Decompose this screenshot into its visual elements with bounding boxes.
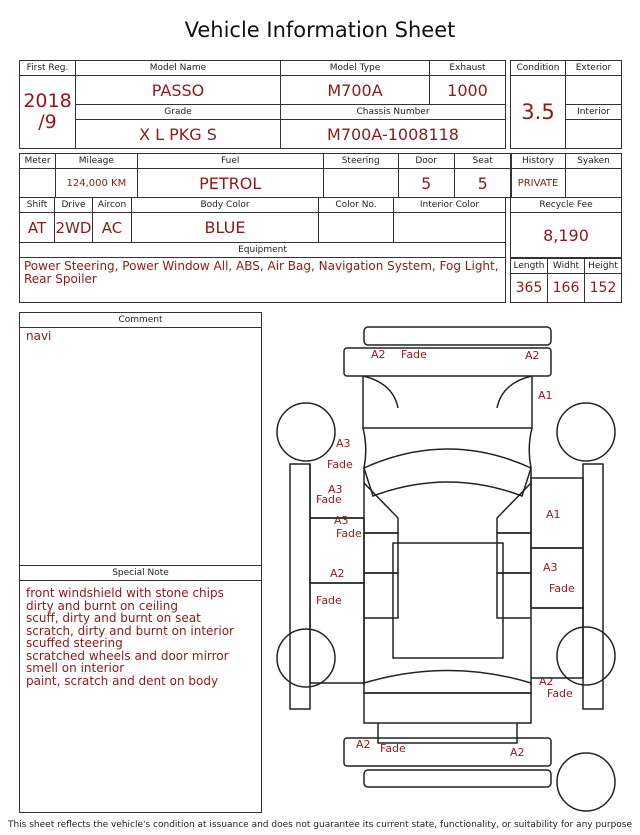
model-type-label: Model Type <box>281 61 430 76</box>
condition-label: Condition <box>511 61 566 76</box>
first-reg-value <box>20 76 76 149</box>
right-quarter-fade: Fade <box>547 687 573 700</box>
color-no-value <box>319 213 394 243</box>
right-front-door-mark: A1 <box>546 508 561 521</box>
wheel-rear-right-icon <box>557 627 615 685</box>
aircon-label: Aircon <box>93 198 132 213</box>
steering-value <box>323 169 398 198</box>
first-reg-label: First Reg. <box>20 61 76 76</box>
right-quarter-mark: A2 <box>539 675 554 688</box>
equipment-label: Equipment <box>20 243 506 258</box>
right-rear-door-fade: Fade <box>549 582 575 595</box>
comment-text: navi <box>26 329 52 343</box>
rear-bumper-left-mark: A2 <box>356 738 371 751</box>
history-value: PRIVATE <box>511 169 566 198</box>
aircon-value: AC <box>93 213 132 243</box>
special-note-item: smell on interior <box>26 661 125 675</box>
model-type-value: M700A <box>281 76 430 105</box>
left-pillar-upper <box>364 483 398 533</box>
equipment-value: Power Steering, Power Window All, ABS, Air Bag, Navigation System, Fog Light, Rear Spoiler <box>20 258 506 303</box>
left-pillar-mark: A3 <box>328 483 343 496</box>
left-pillar-fade: Fade <box>316 493 342 506</box>
first-reg-month: /9 <box>38 111 57 133</box>
roof-outline <box>393 543 503 658</box>
left-headlamp <box>363 376 398 408</box>
right-rear-door-mark: A3 <box>543 561 558 574</box>
wheel-front-right-icon <box>557 403 615 461</box>
height-label: Height <box>585 259 622 274</box>
interior-label: Interior <box>566 105 622 120</box>
interior-color-label: Interior Color <box>394 198 506 213</box>
footer-disclaimer: This sheet reflects the vehicle's condition at issuance and does not guarantee its current state, functionality, or suitability for any purpose <box>7 820 633 830</box>
exhaust-label: Exhaust <box>430 61 506 76</box>
syaken-value <box>566 169 622 198</box>
left-rear-door-mark: A2 <box>330 567 345 580</box>
special-note-item: scratch, dirty and burnt on interior <box>26 623 234 638</box>
seat-value: 5 <box>454 169 511 198</box>
hood-outline <box>363 376 532 428</box>
front-bumper-left-fade: Fade <box>401 348 427 361</box>
comment-box <box>19 312 262 566</box>
left-rear-door-fade: Fade <box>316 594 342 607</box>
length-label: Length <box>511 259 548 274</box>
special-note-label: Special Note <box>20 566 261 581</box>
front-bumper-right-mark: A2 <box>525 349 540 362</box>
drivetrain-table <box>19 197 506 303</box>
special-note-item: dirty and burnt on ceiling <box>26 598 178 613</box>
chassis-label: Chassis Number <box>281 105 506 120</box>
spare-wheel-icon <box>557 753 615 811</box>
right-pillar-mid <box>497 533 531 573</box>
wheel-front-left-icon <box>277 403 335 461</box>
first-reg-year: 2018 <box>23 90 72 112</box>
seat-label: Seat <box>454 154 511 169</box>
tail-outline <box>378 723 517 743</box>
drive-value: 2WD <box>55 213 93 243</box>
length-value: 365 <box>511 274 548 303</box>
special-note-box <box>19 565 262 813</box>
left-front-door-mark: A3 <box>334 514 349 527</box>
shift-value: AT <box>20 213 55 243</box>
door-label: Door <box>398 154 454 169</box>
exhaust-value: 1000 <box>430 76 506 105</box>
steering-label: Steering <box>323 154 398 169</box>
body-sides <box>363 428 532 685</box>
dimensions-table <box>510 258 622 303</box>
recycle-fee-label: Recycle Fee <box>511 198 622 213</box>
model-name-value: PASSO <box>76 76 281 105</box>
fuel-value: PETROL <box>137 169 323 198</box>
meter-value <box>20 169 56 198</box>
condition-table <box>510 60 622 149</box>
special-note-item: scuffed steering <box>26 636 123 650</box>
mileage-value: 124,000 KM <box>56 169 138 198</box>
special-note-item: paint, scratch and dent on body <box>26 673 219 688</box>
left-fender-mark: A3 <box>336 437 351 450</box>
exterior-value <box>566 76 622 105</box>
interior-color-value <box>394 213 506 243</box>
windshield <box>364 449 531 496</box>
special-note-list <box>20 581 261 689</box>
mileage-label: Mileage <box>56 154 138 169</box>
door-value: 5 <box>398 169 454 198</box>
syaken-label: Syaken <box>566 154 622 169</box>
front-bumper-left-mark: A2 <box>371 348 386 361</box>
condition-value: 3.5 <box>511 76 566 149</box>
comment-label: Comment <box>20 313 261 328</box>
special-note-item: front windshield with stone chips <box>26 586 224 600</box>
chassis-value: M700A-1008118 <box>281 120 506 149</box>
page-title: Vehicle Information Sheet <box>184 18 456 42</box>
grade-value: X L PKG S <box>76 120 281 149</box>
right-rear-door <box>531 548 583 608</box>
body-color-label: Body Color <box>132 198 319 213</box>
wheel-rear-left-icon <box>277 629 335 687</box>
trunk-outline <box>364 693 531 723</box>
shift-label: Shift <box>20 198 55 213</box>
model-name-label: Model Name <box>76 61 281 76</box>
body-color-value: BLUE <box>132 213 319 243</box>
right-headlamp <box>497 376 532 408</box>
top-bar-outline <box>364 327 551 345</box>
bottom-bar-outline <box>364 770 551 787</box>
special-note-item: scuff, dirty and burnt on seat <box>26 611 201 625</box>
right-side-skirt <box>583 464 603 709</box>
meter-label: Meter <box>20 154 56 169</box>
width-label: Widht <box>548 259 585 274</box>
left-side-skirt <box>290 464 310 709</box>
registration-table <box>19 60 506 149</box>
history-label: History <box>511 154 566 169</box>
left-fender-fade: Fade <box>327 458 353 471</box>
interior-value <box>566 120 622 149</box>
right-quarter <box>531 608 583 678</box>
right-pillar-upper <box>497 483 531 533</box>
width-value: 166 <box>548 274 585 303</box>
right-fender-mark: A1 <box>538 389 553 402</box>
car-damage-diagram <box>268 318 628 818</box>
special-note-item: scratched wheels and door mirror <box>26 648 229 663</box>
grade-label: Grade <box>76 105 281 120</box>
height-value: 152 <box>585 274 622 303</box>
rear-bumper-left-fade: Fade <box>380 742 406 755</box>
recycle-fee-value: 8,190 <box>511 213 622 258</box>
fuel-label: Fuel <box>137 154 323 169</box>
rear-window <box>364 671 531 694</box>
drive-label: Drive <box>55 198 93 213</box>
rear-bumper-right-mark: A2 <box>510 746 525 759</box>
left-front-door-fade: Fade <box>336 527 362 540</box>
color-no-label: Color No. <box>319 198 394 213</box>
exterior-label: Exterior <box>566 61 622 76</box>
specs-table <box>19 153 512 198</box>
right-pillar-low <box>497 573 531 618</box>
history-table <box>510 153 622 258</box>
